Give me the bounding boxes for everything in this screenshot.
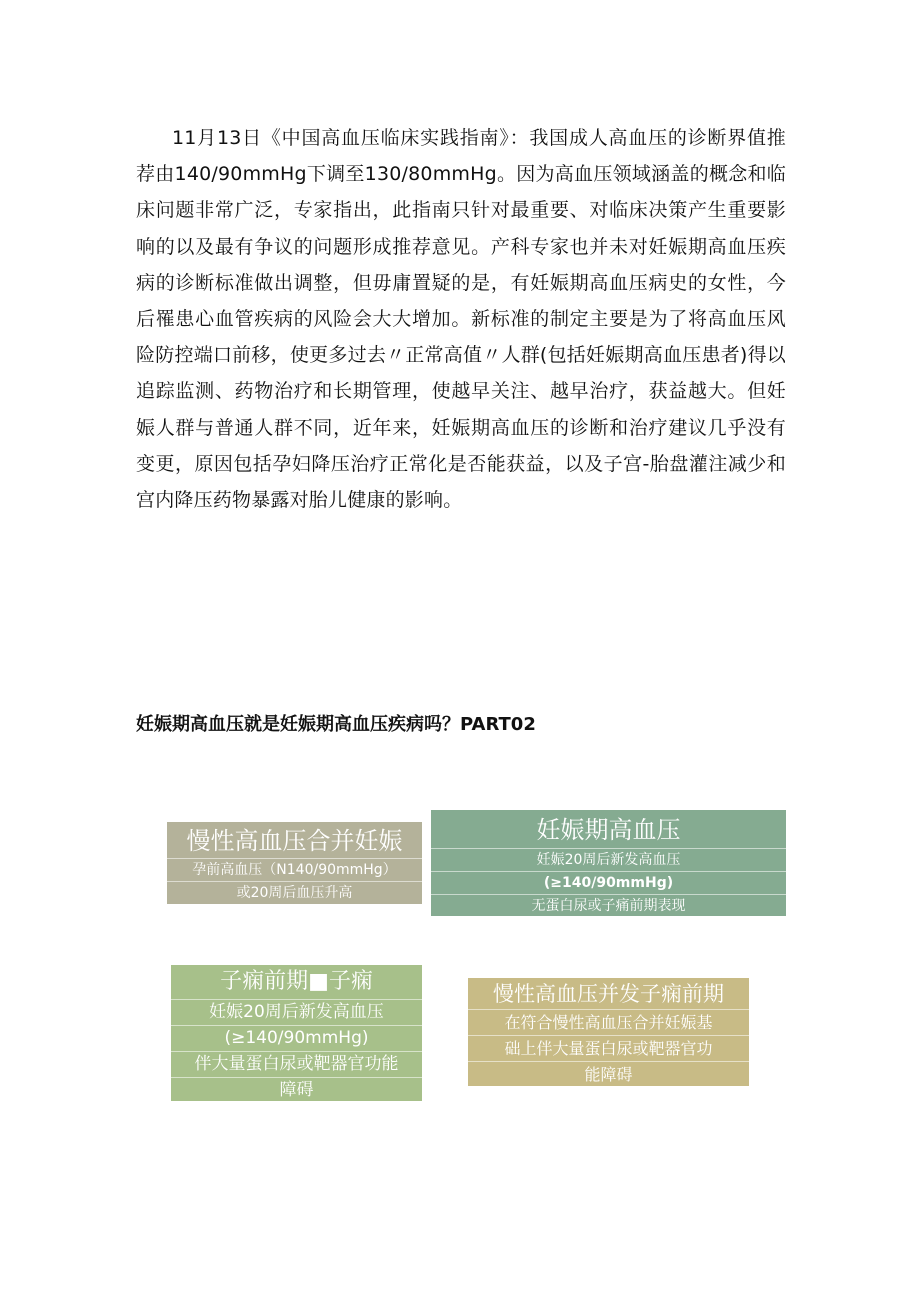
preeclampsia-line-4: 障碍: [171, 1077, 422, 1103]
preeclampsia-title: 子痫前期■子痫: [220, 969, 373, 994]
preeclampsia-box: [171, 965, 422, 1101]
superimposed-preeclampsia-line-2: 础上伴大量蛋白尿或靶器官功: [468, 1035, 749, 1061]
preeclampsia-line-3: 伴大量蛋白尿或靶器官功能: [171, 1051, 422, 1077]
gestational-hypertension-title: 妊娠期高血压: [536, 816, 681, 844]
gestational-hypertension-box: [431, 810, 786, 916]
preeclampsia-line-1: 妊娠20周后新发高血压: [171, 999, 422, 1025]
section-heading: 妊娠期高血压就是妊娠期高血压疾病吗？PART02: [136, 714, 536, 735]
superimposed-preeclampsia-line-1: 在符合慢性高血压合并妊娠基: [468, 1009, 749, 1035]
gestational-hypertension-line-1: 妊娠20周后新发高血压: [431, 848, 786, 871]
intro-paragraph: 11月13日《中国高血压临床实践指南》：我国成人高血压的诊断界值推荐由140/90mmHg下调至130/80mmHg。因为高血压领域涵盖的概念和临床问题非常广泛，专家指出，此指南只针对最重要、对临床决策产生重要影响的以及最有争议的问题形成推荐意见。产科专家也并未对妊娠期高血压疾病的诊断标准做出调整，但毋庸置疑的是，有妊娠期高血压病史的女性，今后罹患心血管疾病的风险会大大增加。新标准的制定主要是为了将高血压风险防控端口前移，使更多过去〃正常高值〃人群(包括妊娠期高血压患者)得以追踪监测、药物治疗和长期管理，使越早关注、越早治疗，获益越大。但妊娠人群与普通人群不同，近年来，妊娠期高血压的诊断和治疗建议几乎没有变更，原因包括孕妇降压治疗正常化是否能获益，以及子宫-胎盘灌注减少和宫内降压药物暴露对胎儿健康的影响。: [136, 127, 786, 512]
superimposed-preeclampsia-box: [468, 978, 749, 1086]
chronic-hypertension-title: 慢性高血压合并妊娠: [186, 827, 403, 855]
chronic-hypertension-line-2: 或20周后血压升高: [167, 881, 422, 904]
gestational-hypertension-line-3: 无蛋白尿或子痛前期表现: [431, 894, 786, 917]
superimposed-preeclampsia-line-3: 能障碍: [468, 1061, 749, 1087]
chronic-hypertension-line-1: 孕前高血压（N140/90mmHg）: [167, 858, 422, 881]
superimposed-preeclampsia-title: 慢性高血压并发子痫前期: [493, 982, 724, 1006]
chronic-hypertension-box: [167, 822, 422, 904]
gestational-hypertension-line-2: (≥140/90mmHg): [431, 871, 786, 894]
preeclampsia-line-2: (≥140/90mmHg): [171, 1025, 422, 1051]
